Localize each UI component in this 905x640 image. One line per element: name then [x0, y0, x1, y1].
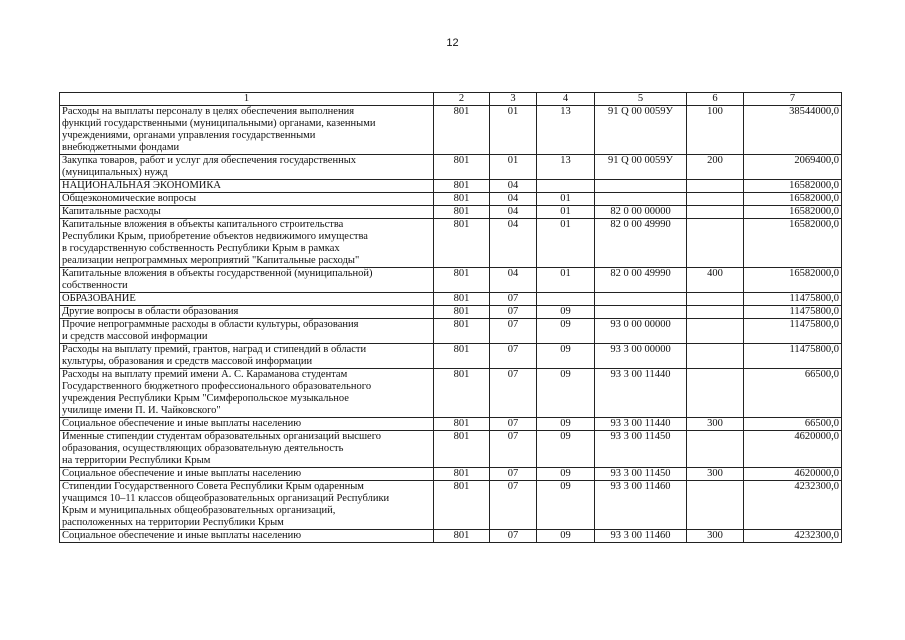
- expense-name-cell: [60, 106, 434, 155]
- expense-name-cell: [60, 481, 434, 530]
- subsection-code-cell: 09: [537, 468, 595, 481]
- grbs-code-cell: 801: [434, 319, 490, 344]
- expense-name-cell: [60, 193, 434, 206]
- section-code-cell: 07: [490, 418, 537, 431]
- section-code-cell: 04: [490, 193, 537, 206]
- target-article-cell: 93 3 00 11450: [595, 468, 687, 481]
- subsection-code-cell: [537, 180, 595, 193]
- target-article-cell: 82 0 00 49990: [595, 268, 687, 293]
- grbs-code-cell: 801: [434, 530, 490, 543]
- expense-name-line: функций государственными (муниципальными) органами, казенными: [62, 118, 376, 129]
- section-code-cell: 07: [490, 369, 537, 418]
- grbs-code-cell: 801: [434, 369, 490, 418]
- expense-type-cell: [687, 219, 744, 268]
- table-row: [60, 530, 842, 543]
- expense-type-cell: [687, 206, 744, 219]
- expense-name-line: образования, осуществляющих образовательную деятельность: [62, 443, 344, 454]
- grbs-code-cell: 801: [434, 206, 490, 219]
- expense-name-line: ОБРАЗОВАНИЕ: [62, 293, 136, 304]
- grbs-code-cell: 801: [434, 219, 490, 268]
- table-row: [60, 219, 842, 268]
- amount-cell: 4232300,0: [744, 481, 842, 530]
- expense-name-line: Капитальные расходы: [62, 206, 161, 217]
- target-article-cell: [595, 193, 687, 206]
- expense-name-line: Государственного бюджетного профессионального образовательного: [62, 381, 372, 392]
- expense-name-line: на территории Республики Крым: [62, 455, 211, 466]
- target-article-cell: 93 3 00 11460: [595, 530, 687, 543]
- column-header: 2: [434, 93, 490, 106]
- column-header: 4: [537, 93, 595, 106]
- amount-cell: 16582000,0: [744, 268, 842, 293]
- expense-name-line: НАЦИОНАЛЬНАЯ ЭКОНОМИКА: [62, 180, 221, 191]
- amount-cell: 16582000,0: [744, 193, 842, 206]
- expense-name-cell: [60, 306, 434, 319]
- grbs-code-cell: 801: [434, 180, 490, 193]
- target-article-cell: 91 Q 00 0059У: [595, 106, 687, 155]
- expense-name-line: Республики Крым, приобретение объектов недвижимого имущества: [62, 231, 368, 242]
- expense-name-line: реализации непрограммных мероприятий "Капитальные расходы": [62, 255, 360, 266]
- target-article-cell: 93 3 00 11440: [595, 418, 687, 431]
- target-article-cell: [595, 293, 687, 306]
- header-row: [60, 93, 842, 106]
- column-header: 5: [595, 93, 687, 106]
- expense-type-cell: 300: [687, 530, 744, 543]
- section-code-cell: 07: [490, 481, 537, 530]
- subsection-code-cell: 09: [537, 418, 595, 431]
- column-header: 7: [744, 93, 842, 106]
- expense-name-line: собственности: [62, 280, 128, 291]
- subsection-code-cell: 09: [537, 481, 595, 530]
- page-number: 12: [446, 37, 459, 49]
- section-code-cell: 07: [490, 468, 537, 481]
- amount-cell: 11475800,0: [744, 344, 842, 369]
- budget-table: [59, 92, 842, 543]
- amount-cell: 16582000,0: [744, 219, 842, 268]
- grbs-code-cell: 801: [434, 293, 490, 306]
- amount-cell: 11475800,0: [744, 293, 842, 306]
- subsection-code-cell: 13: [537, 106, 595, 155]
- amount-cell: 4620000,0: [744, 431, 842, 468]
- grbs-code-cell: 801: [434, 468, 490, 481]
- target-article-cell: 93 3 00 11450: [595, 431, 687, 468]
- section-code-cell: 07: [490, 306, 537, 319]
- grbs-code-cell: 801: [434, 481, 490, 530]
- section-code-cell: 07: [490, 344, 537, 369]
- target-article-cell: [595, 306, 687, 319]
- expense-name-line: расположенных на территории Республики Крым: [62, 517, 284, 528]
- amount-cell: 11475800,0: [744, 319, 842, 344]
- expense-type-cell: [687, 180, 744, 193]
- subsection-code-cell: 09: [537, 344, 595, 369]
- expense-name-cell: [60, 530, 434, 543]
- table-row: [60, 106, 842, 155]
- expense-name-cell: [60, 293, 434, 306]
- amount-cell: 16582000,0: [744, 206, 842, 219]
- expense-name-cell: [60, 206, 434, 219]
- expense-name-cell: [60, 155, 434, 180]
- section-code-cell: 07: [490, 431, 537, 468]
- expense-name-line: учреждениями, органами управления государственными: [62, 130, 316, 141]
- grbs-code-cell: 801: [434, 268, 490, 293]
- table-row: [60, 369, 842, 418]
- expense-type-cell: [687, 481, 744, 530]
- column-header: 6: [687, 93, 744, 106]
- expense-name-cell: [60, 468, 434, 481]
- expense-name-cell: [60, 180, 434, 193]
- section-code-cell: 04: [490, 206, 537, 219]
- section-code-cell: 01: [490, 106, 537, 155]
- expense-name-line: Закупка товаров, работ и услуг для обеспечения государственных: [62, 155, 357, 166]
- section-code-cell: 07: [490, 530, 537, 543]
- expense-name-line: училище имени П. И. Чайковского": [62, 405, 221, 416]
- expense-name-cell: [60, 431, 434, 468]
- section-code-cell: 01: [490, 155, 537, 180]
- target-article-cell: 93 3 00 11440: [595, 369, 687, 418]
- amount-cell: 38544000,0: [744, 106, 842, 155]
- section-code-cell: 04: [490, 180, 537, 193]
- grbs-code-cell: 801: [434, 306, 490, 319]
- expense-type-cell: 300: [687, 468, 744, 481]
- section-code-cell: 07: [490, 319, 537, 344]
- subsection-code-cell: 09: [537, 530, 595, 543]
- expense-name-cell: [60, 268, 434, 293]
- expense-name-cell: [60, 219, 434, 268]
- grbs-code-cell: 801: [434, 344, 490, 369]
- expense-name-cell: [60, 319, 434, 344]
- expense-name-line: Крым и муниципальных общеобразовательных организаций,: [62, 505, 336, 516]
- expense-name-cell: [60, 344, 434, 369]
- subsection-code-cell: [537, 293, 595, 306]
- table-row: [60, 418, 842, 431]
- table-row: [60, 155, 842, 180]
- expense-name-line: Социальное обеспечение и иные выплаты населению: [62, 418, 302, 429]
- subsection-code-cell: 09: [537, 306, 595, 319]
- grbs-code-cell: 801: [434, 106, 490, 155]
- section-code-cell: 04: [490, 268, 537, 293]
- expense-name-line: Капитальные вложения в объекты капитального строительства: [62, 219, 344, 230]
- target-article-cell: 93 3 00 11460: [595, 481, 687, 530]
- amount-cell: 11475800,0: [744, 306, 842, 319]
- table-row: [60, 268, 842, 293]
- expense-name-line: учащимся 10–11 классов общеобразовательных организаций Республики: [62, 493, 390, 504]
- target-article-cell: 82 0 00 00000: [595, 206, 687, 219]
- table-row: [60, 180, 842, 193]
- grbs-code-cell: 801: [434, 193, 490, 206]
- column-header: 1: [60, 93, 434, 106]
- target-article-cell: 93 0 00 00000: [595, 319, 687, 344]
- expense-name-line: Общеэкономические вопросы: [62, 193, 197, 204]
- subsection-code-cell: 09: [537, 369, 595, 418]
- table-row: [60, 206, 842, 219]
- expense-type-cell: 300: [687, 418, 744, 431]
- table-row: [60, 481, 842, 530]
- expense-name-line: культуры, образования и средств массовой информации: [62, 356, 313, 367]
- table-row: [60, 468, 842, 481]
- subsection-code-cell: 09: [537, 431, 595, 468]
- expense-type-cell: [687, 369, 744, 418]
- expense-name-cell: [60, 369, 434, 418]
- target-article-cell: [595, 180, 687, 193]
- expense-name-line: Расходы на выплаты персоналу в целях обеспечения выполнения: [62, 106, 355, 117]
- subsection-code-cell: 13: [537, 155, 595, 180]
- grbs-code-cell: 801: [434, 431, 490, 468]
- table-row: [60, 319, 842, 344]
- amount-cell: 4232300,0: [744, 530, 842, 543]
- expense-name-line: (муниципальных) нужд: [62, 167, 168, 178]
- grbs-code-cell: 801: [434, 418, 490, 431]
- subsection-code-cell: 01: [537, 206, 595, 219]
- table-row: [60, 344, 842, 369]
- subsection-code-cell: 01: [537, 219, 595, 268]
- table-row: [60, 306, 842, 319]
- expense-name-line: внебюджетными фондами: [62, 142, 180, 153]
- amount-cell: 16582000,0: [744, 180, 842, 193]
- expense-name-line: Другие вопросы в области образования: [62, 306, 239, 317]
- expense-type-cell: 200: [687, 155, 744, 180]
- expense-type-cell: [687, 319, 744, 344]
- section-code-cell: 04: [490, 219, 537, 268]
- expense-name-line: Прочие непрограммные расходы в области культуры, образования: [62, 319, 359, 330]
- target-article-cell: 82 0 00 49990: [595, 219, 687, 268]
- amount-cell: 2069400,0: [744, 155, 842, 180]
- expense-type-cell: [687, 344, 744, 369]
- expense-type-cell: [687, 193, 744, 206]
- section-code-cell: 07: [490, 293, 537, 306]
- amount-cell: 66500,0: [744, 418, 842, 431]
- table-row: [60, 293, 842, 306]
- expense-type-cell: [687, 293, 744, 306]
- target-article-cell: 93 3 00 00000: [595, 344, 687, 369]
- expense-name-line: Социальное обеспечение и иные выплаты населению: [62, 530, 302, 541]
- amount-cell: 66500,0: [744, 369, 842, 418]
- expense-name-line: и средств массовой информации: [62, 331, 208, 342]
- expense-type-cell: 400: [687, 268, 744, 293]
- expense-type-cell: [687, 306, 744, 319]
- expense-name-line: Расходы на выплату премий имени А. С. Караманова студентам: [62, 369, 348, 380]
- expense-name-line: Расходы на выплату премий, грантов, наград и стипендий в области: [62, 344, 367, 355]
- expense-name-line: Стипендии Государственного Совета Республики Крым одаренным: [62, 481, 364, 492]
- expense-name-cell: [60, 418, 434, 431]
- table-row: [60, 431, 842, 468]
- expense-type-cell: 100: [687, 106, 744, 155]
- column-header: 3: [490, 93, 537, 106]
- subsection-code-cell: 09: [537, 319, 595, 344]
- expense-name-line: Именные стипендии студентам образовательных организаций высшего: [62, 431, 381, 442]
- subsection-code-cell: 01: [537, 193, 595, 206]
- expense-name-line: в государственную собственность Республики Крым в рамках: [62, 243, 340, 254]
- table-row: [60, 193, 842, 206]
- amount-cell: 4620000,0: [744, 468, 842, 481]
- subsection-code-cell: 01: [537, 268, 595, 293]
- target-article-cell: 91 Q 00 0059У: [595, 155, 687, 180]
- expense-name-line: учреждения Республики Крым "Симферопольское музыкальное: [62, 393, 349, 404]
- table-body: [60, 106, 842, 543]
- expense-name-line: Капитальные вложения в объекты государственной (муниципальной): [62, 268, 373, 279]
- expense-type-cell: [687, 431, 744, 468]
- grbs-code-cell: 801: [434, 155, 490, 180]
- expense-name-line: Социальное обеспечение и иные выплаты населению: [62, 468, 302, 479]
